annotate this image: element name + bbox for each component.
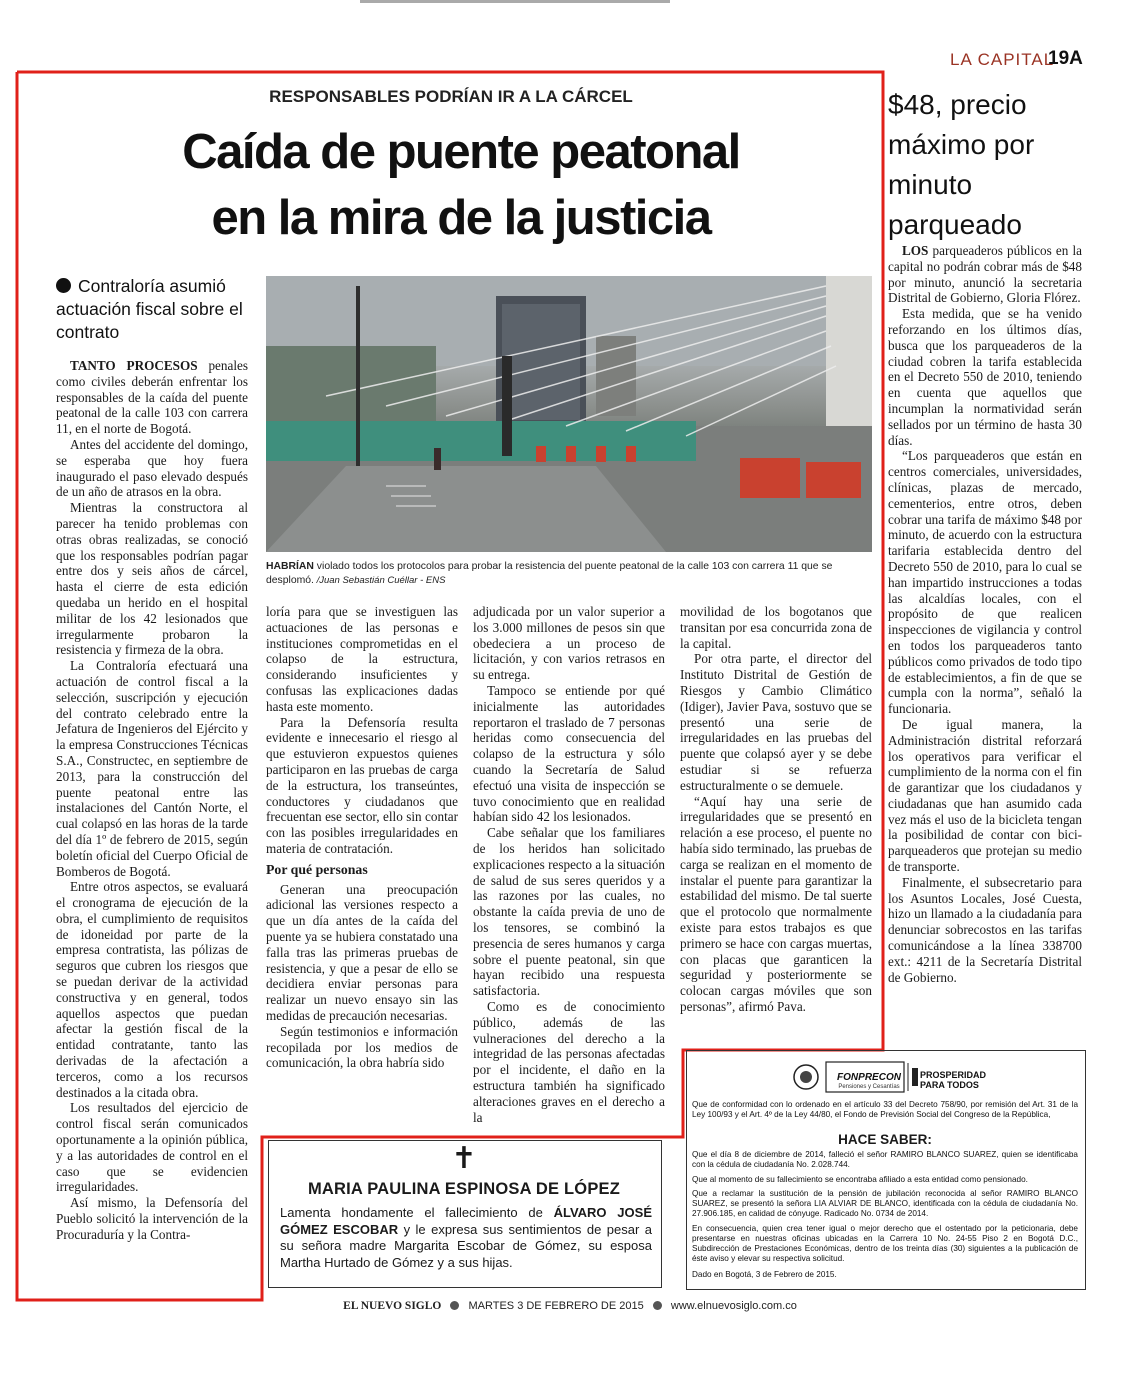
notice-paragraph-3: Que a reclamar la sustitución de la pensión de jubilación reconocida al señor RAMIRO BLANCO SUAREZ, se presentó la señora LIA ALVIAR DE BLANCO, identificada con la cédula de ciudadanía No. 27.906.185, en calidad de cónyuge. Radicado No. 0734 de 2014. <box>692 1189 1078 1218</box>
photo-credit: /Juan Sebastián Cuéllar - ENS <box>313 574 446 586</box>
side-article-body: LOS parqueaderos públicos en la capital no podrán cobrar más de $48 por minuto, anunció la secretaria Distrital de Gobierno, Gloria Flórez. Esta medida, que se ha venido reforzando en los últimos días, busca que los parqueaderos de la ciudad cobren la tarifa establecida en el Decreto 550 de 2010, teniendo en cuenta que aquellos que incumplan la normatividad serán sellados por un término de hasta 30 días. “Los parqueaderos que están en centros comerciales, universidades, clínicas, plazas de mercado, cementerios, entre otros, deben cobrar una tarifa de máximo $48 por minuto, de acuerdo con la estructura tarifaria establecida dentro del Decreto 550 de 2010, para lo cual se han impartido instrucciones a todas las alcaldías locales, con el propósito de que realicen inspecciones de vigilancia y control en todos los parqueaderos tanto públicos como privados de todo tipo de establecimientos, a fin de que se cumpla con la norma”, señaló la funcionaria. De igual manera, la Administración distrital reforzará los operativos para verificar el cumplimiento de la norma con el fin de garantizar que los ciudadanos y ciudadanas que han asumido cada vez más el uso de la bicicleta tengan la posibilidad de contar con bici-parqueaderos que protejan su medio de transporte. Finalmente, el subsecretario para los Asuntos Locales, José Cuesta, hizo un llamado a la ciudadanía para denunciar sobrecostos en las tarifas comunicándose a la línea 338700 ext.: 4211 de la Secretaría Distrital de Gobierno. <box>888 243 1082 985</box>
bridge-photo-illustration <box>266 276 872 552</box>
prosperidad-logo: PROSPERIDAD PARA TODOS <box>920 1070 987 1090</box>
notice-heading: HACE SABER: <box>838 1132 932 1147</box>
side-article-headline: $48, precio máximo por minuto parqueado <box>888 89 1035 240</box>
notice-paragraph-1: Que el día 8 de diciembre de 2014, falleció el señor RAMIRO BLANCO SUAREZ, quien se identificaba con la cédula de ciudadanía No. 2.028.744. <box>692 1150 1078 1169</box>
article-subhead: Contraloría asumió actuación fiscal sobre el contrato <box>56 276 243 342</box>
obituary-text: Lamenta hondamente el fallecimiento de ÁLVARO JOSÉ GÓMEZ ESCOBAR y le expresa sus sentimientos de pesar a su señora madre Margarita Escobar de Gómez, su esposa Martha Hurtado de Gómez y a sus hijas. <box>280 1205 652 1270</box>
page-number: 19A <box>1048 48 1083 69</box>
article-column-1: TANTO PROCESOS penales como civiles deberán enfrentar los responsables de la caída del puente peatonal de la calle 103 con carrera 11, en el norte de Bogotá. Antes del accidente del domingo, se esperaba que hoy fuera inaugurado el paso elevado después de un año de atrasos en la obra. Mientras la constructora al parecer ha tenido problemas con otras obras realizadas, se conoció que los responsables podrían pagar entre dos y seis años de cárcel, hasta el cierre de esta edición quedaba un herido en el hospital militar de los 42 lesionados que irregularmente probaron la resistencia y firmeza de la obra. La Contraloría efectuará una actuación de control fiscal a la selección, suscripción y ejecución del contrato celebrado entre la Jefatura de Ingenieros del Ejército y la empresa Construcciones Técnicas S.A., Constructec, en septiembre de 2013, para la construcción del puente peatonal entre las instalaciones del Cantón Norte, el cual colapsó en las horas de la tarde del día 1º de febrero de 2015, según boletín oficial del Cuerpo Oficial de Bomberos de Bogotá. Entre otros aspectos, se evaluará el cronograma de ejecución de la obra, el cumplimiento de requisitos de idoneidad por parte de la empresa contratista, las pólizas de seguros que cubren los riesgos que se puedan derivar de la actividad constructiva y en general, todos aquellos aspectos que puedan afectar la gestión fiscal de la entidad contratante, tanto las derivadas de la afectación a terceros, como a los recursos destinados a la citada obra. Los resultados del ejercicio de control fiscal serán comunicados oportunamente a la opinión pública, y a las autoridades de control en el caso que se evidencien irregularidades. Así mismo, la Defensoría del Pueblo solicitó la intervención de la Procuraduría y la Contra- <box>56 358 248 1242</box>
article-kicker: RESPONSABLES PODRÍAN IR A LA CÁRCEL <box>269 87 633 106</box>
article-section-heading: Por qué personas <box>266 861 368 877</box>
article-headline <box>20 119 902 251</box>
bullet-dot-icon <box>56 278 71 293</box>
article-photo <box>266 276 872 552</box>
article-column-2: loría para que se investiguen las actuaciones de las personas e instituciones comprometidas en el colapso de la estructura, considerando insuficientes y confusas las explicaciones dadas hasta este momento. Para la Defensoría resulta evidente e innecesario el riesgo al que estuvieron expuestos quienes participaron en las pruebas de carga de la estructura, los transeúntes, conductores y ciudadanos que frecuentan ese sector, ello sin contar con las posibles irregularidades en materia de contratación. Por qué personas Generan una preocupación adicional las versiones respecto a que un día antes de la caída del puente ya se hubiera constatado una falla tras las primeras pruebas de resistencia, y que a pesar de ello se decidiera enviar personas para realizar un nuevo ensayo sin las medidas de precaución necesarias. Según testimonios e información recopilada por los medios de comunicación, la obra habría sido <box>266 604 458 1071</box>
notice-paragraph-2: Que al momento de su fallecimiento se encontraba afiliado a esta entidad como pensionado. <box>692 1175 1028 1184</box>
footer-bullet-icon <box>653 1301 662 1310</box>
headline-line-1: Caída de puente peatonal <box>182 125 740 179</box>
fonprecon-tagline: Pensiones y Cesantías <box>838 1084 900 1090</box>
obituary-name: MARIA PAULINA ESPINOSA DE LÓPEZ <box>307 1180 621 1198</box>
notice-date: Dado en Bogotá, 3 de Febrero de 2015. <box>692 1270 837 1279</box>
notice-intro: Que de conformidad con lo ordenado en el artículo 33 del Decreto 758/90, por remisión del Art. 31 de la Ley 100/93 y el Art. 4º de la Ley 44/80, el Fondo de Previsión Social del Congreso de la República, <box>692 1100 1078 1119</box>
section-label: LA CAPITAL <box>950 50 1055 69</box>
footer-bullet-icon <box>450 1301 459 1310</box>
footer-paper-name: EL NUEVO SIGLO <box>343 1300 442 1312</box>
fonprecon-logo: FONPRECON <box>837 1072 901 1083</box>
notice-paragraph-4: En consecuencia, quien crea tener igual o mejor derecho que el ostentado por la peticionaria, debe presentarse en nuestras oficinas ubicadas en la Carrera 10 No. 24-55 Piso 2 en Bogotá D.C., Subdirección de Prestaciones Económicas, dentro de los treinta días (30) siguientes a la publicación de éste aviso y elevar su respectiva solicitud. <box>692 1224 1078 1263</box>
page-footer <box>20 1300 1120 1312</box>
cross-icon: ✝ <box>451 1141 477 1176</box>
footer-date: MARTES 3 DE FEBRERO DE 2015 <box>468 1300 644 1312</box>
article-column-3: adjudicada por un valor superior a los 3.000 millones de pesos sin que obedeciera a un proceso de licitación, y con varios retrasos en su entrega. Tampoco se entiende por qué inicialmente las autoridades reportaron el traslado de 7 personas heridas como consecuencia del colapso de la estructura y sólo cuando la Secretaría de Salud efectuó una visita de inspección se tuvo conocimiento que en realidad habían sido 42 los lesionados. Cabe señalar que los familiares de los heridos han solicitado explicaciones respecto a la situación de salud de sus seres queridos y a las razones por las cuales, no obstante la caída previa de uno de los tensores, se combinó la presencia de seres humanos y carga sobre el puente peatonal, sin que hayan recibido una respuesta satisfactoria. Como es de conocimiento público, además de las vulneraciones del derecho a la integridad de las personas afectadas por el incidente, el daño en la estructura también ha significado alteraciones graves en el derecho a la <box>473 604 665 1125</box>
article-column-4: movilidad de los bogotanos que transitan por esa concurrida zona de la capital. Por otra parte, el director del Instituto Distrital de Gestión de Riesgos y Cambio Climático (Idiger), Javier Pava, sostuvo que se presentó una serie de irregularidades en las pruebas del puente que colapsó ayer y se debe estudiar si se refuerza estructuralmente o se demuele. “Aquí hay una serie de irregularidades que se presentó en relación a ese proceso, el puente no había sido terminado, las pruebas de carga se realizan en el momento de instalar el puente para garantizar la estabilidad del mismo. De tal suerte que el protocolo que normalmente existe para estos trabajos es que primero se hace con cargas muertas, con placas que garanticen la seguridad y posteriormente se colocan cargas móviles que son personas”, afirmó Pava. <box>680 604 872 1014</box>
photo-caption: HABRÍAN violado todos los protocolos para probar la resistencia del puente peatonal de la calle 103 con carrera 11 que se desplomó. /Juan Sebastián Cuéllar - ENS <box>266 561 833 586</box>
headline-line-2: en la mira de la justicia <box>211 191 711 245</box>
footer-url[interactable]: www.elnuevosiglo.com.co <box>670 1300 797 1312</box>
